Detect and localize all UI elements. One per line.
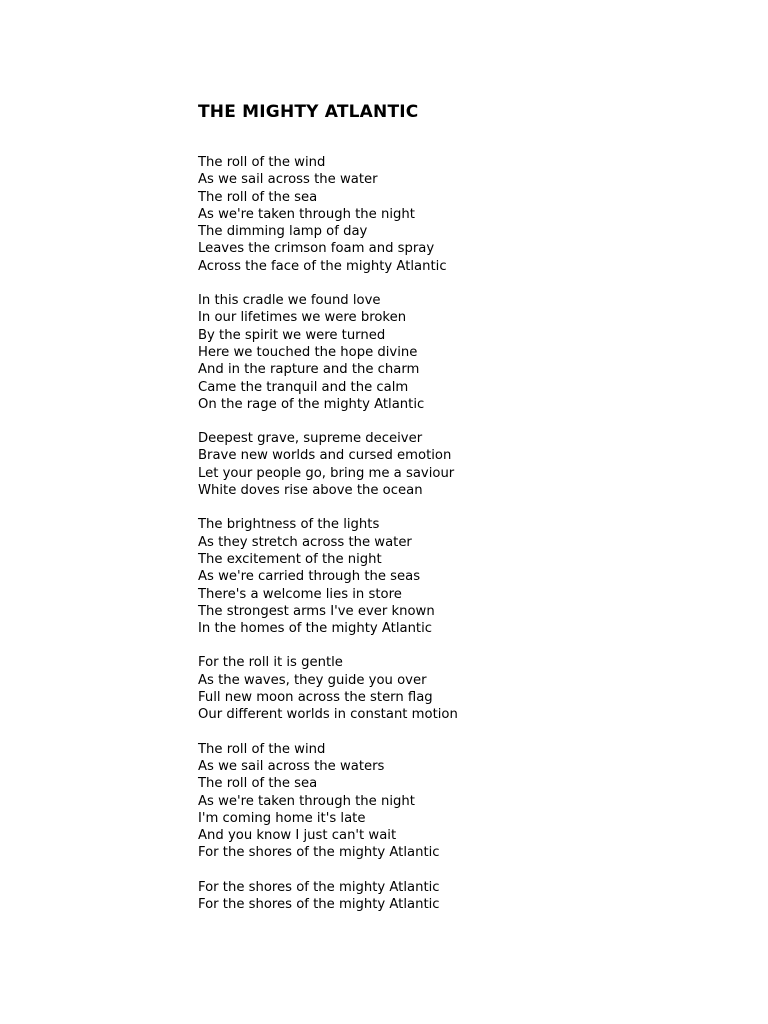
document-page bbox=[198, 100, 738, 930]
poem-line: By the spirit we were turned bbox=[198, 327, 386, 343]
stanza bbox=[198, 430, 738, 499]
poem-line: As they stretch across the water bbox=[198, 534, 412, 550]
poem-line: White doves rise above the ocean bbox=[198, 483, 423, 499]
poem-line: Let your people go, bring me a saviour bbox=[198, 465, 455, 481]
poem-line: As we're carried through the seas bbox=[198, 569, 421, 585]
poem-line: Leaves the crimson foam and spray bbox=[198, 241, 435, 257]
poem-line: The strongest arms I've ever known bbox=[198, 603, 435, 619]
poem-line: Here we touched the hope divine bbox=[198, 344, 418, 360]
stanza bbox=[198, 516, 738, 637]
poem-line: The roll of the sea bbox=[198, 189, 318, 205]
poem-line: Deepest grave, supreme deceiver bbox=[198, 431, 423, 447]
poem-line: As the waves, they guide you over bbox=[198, 672, 427, 688]
poem-line: Our different worlds in constant motion bbox=[198, 707, 458, 723]
poem-line: As we're taken through the night bbox=[198, 206, 415, 222]
poem-line: For the shores of the mighty Atlantic bbox=[198, 845, 440, 861]
stanza bbox=[198, 741, 738, 862]
poem-line: On the rage of the mighty Atlantic bbox=[198, 396, 425, 412]
poem-line: As we're taken through the night bbox=[198, 793, 415, 809]
poem-line: Across the face of the mighty Atlantic bbox=[198, 258, 447, 274]
poem-line: The dimming lamp of day bbox=[198, 224, 368, 240]
document-title: THE MIGHTY ATLANTIC bbox=[198, 102, 419, 122]
stanza bbox=[198, 292, 738, 413]
poem-line: And you know I just can't wait bbox=[198, 828, 397, 844]
poem-line: As we sail across the water bbox=[198, 172, 378, 188]
poem-line: The roll of the sea bbox=[198, 776, 318, 792]
poem-line: And in the rapture and the charm bbox=[198, 362, 420, 378]
poem-line: The brightness of the lights bbox=[198, 517, 380, 533]
poem-line: There's a welcome lies in store bbox=[198, 586, 402, 602]
poem-line: I'm coming home it's late bbox=[198, 810, 366, 826]
poem-line: In our lifetimes we were broken bbox=[198, 310, 407, 326]
poem-line: In the homes of the mighty Atlantic bbox=[198, 621, 433, 637]
poem-line: The roll of the wind bbox=[198, 155, 326, 170]
poem-line: Came the tranquil and the calm bbox=[198, 379, 409, 395]
poem-line: For the shores of the mighty Atlantic bbox=[198, 879, 440, 895]
poem-line: For the shores of the mighty Atlantic bbox=[198, 896, 440, 912]
poem-line: Full new moon across the stern flag bbox=[198, 690, 433, 706]
poem-line: In this cradle we found love bbox=[198, 293, 381, 309]
poem-line: As we sail across the waters bbox=[198, 758, 385, 774]
poem-body bbox=[198, 154, 738, 913]
stanza bbox=[198, 654, 738, 723]
stanza bbox=[198, 879, 738, 914]
poem-line: The roll of the wind bbox=[198, 741, 326, 757]
poem-line: For the roll it is gentle bbox=[198, 655, 343, 671]
poem-line: Brave new worlds and cursed emotion bbox=[198, 448, 452, 464]
stanza bbox=[198, 154, 738, 275]
poem-line: The excitement of the night bbox=[198, 551, 382, 567]
